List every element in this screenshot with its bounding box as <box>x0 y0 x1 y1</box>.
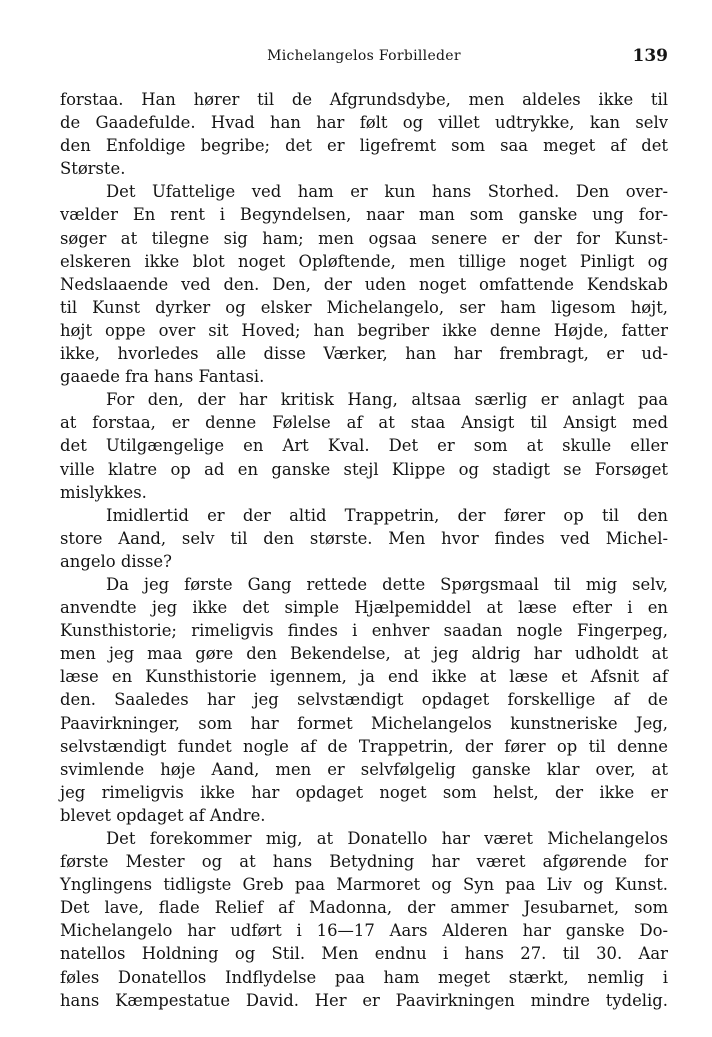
text-line: føles Donatellos Indflydelse paa ham meget stærkt, nemlig i <box>60 967 668 987</box>
text-line: Kunsthistorie; rimeligvis findes i enhver saadan nogle Fingerpeg, <box>60 621 668 641</box>
text-line: Nedslaaende ved den. Den, der uden noget omfattende Kendskab <box>60 274 668 294</box>
text-line: mislykkes. <box>60 482 147 502</box>
text-line: Det Ufattelige ved ham er kun hans Storhed. Den over- <box>106 182 668 202</box>
text-line: vælder En rent i Begyndelsen, naar man som ganske ung for- <box>60 205 668 225</box>
text-line: elskeren ikke blot noget Opløftende, men tillige noget Pinligt og <box>60 251 668 271</box>
text-line: Paavirkninger, som har formet Michelangelos kunstneriske Jeg, <box>60 713 668 733</box>
text-line: men jeg maa gøre den Bekendelse, at jeg aldrig har udholdt at <box>60 644 668 664</box>
text-line: gaaede fra hans Fantasi. <box>60 367 265 387</box>
text-line: den Enfoldige begribe; det er ligefremt som saa meget af det <box>60 136 668 156</box>
text-line: at forstaa, er denne Følelse af at staa Ansigt til Ansigt med <box>60 413 668 433</box>
text-line: Det forekommer mig, at Donatello har været Michelangelos <box>106 829 668 848</box>
text-line: hans Kæmpestatue David. Her er Paavirkningen mindre tydelig. <box>60 990 668 1010</box>
text-line: natellos Holdning og Stil. Men endnu i hans 27. til 30. Aar <box>60 944 668 964</box>
text-line: Største. <box>60 159 126 179</box>
page-number: 139 <box>632 46 668 66</box>
text-line: svimlende høje Aand, men er selvfølgelig ganske klar over, at <box>60 759 668 779</box>
text-line: store Aand, selv til den største. Men hvor findes ved Michel- <box>60 528 668 548</box>
text-line: anvendte jeg ikke det simple Hjælpemiddel at læse efter i en <box>60 598 668 618</box>
text-line: til Kunst dyrker og elsker Michelangelo, ser ham ligesom højt, <box>60 297 668 317</box>
body-text <box>60 88 668 1012</box>
text-line: det Utilgængelige en Art Kval. Det er som at skulle eller <box>60 436 668 456</box>
text-line: forstaa. Han hører til de Afgrundsdybe, men aldeles ikke til <box>60 90 668 109</box>
text-line: første Mester og at hans Betydning har været afgørende for <box>60 852 668 872</box>
text-line: For den, der har kritisk Hang, altsaa særlig er anlagt paa <box>106 390 668 410</box>
text-line: den. Saaledes har jeg selvstændigt opdaget forskellige af de <box>60 690 668 710</box>
text-line: Da jeg første Gang rettede dette Spørgsmaal til mig selv, <box>106 574 668 594</box>
text-line: jeg rimeligvis ikke har opdaget noget som helst, der ikke er <box>60 782 668 802</box>
text-line: Ynglingens tidligste Greb paa Marmoret og Syn paa Liv og Kunst. <box>60 875 668 895</box>
text-line: Michelangelo har udført i 16—17 Aars Alderen har ganske Do- <box>60 921 668 941</box>
text-line: ikke, hvorledes alle disse Værker, han har frembragt, er ud- <box>60 344 668 364</box>
text-line: søger at tilegne sig ham; men ogsaa senere er der for Kunst- <box>60 228 668 248</box>
text-line: de Gaadefulde. Hvad han har følt og villet udtrykke, kan selv <box>60 113 668 133</box>
text-line: selvstændigt fundet nogle af de Trappetrin, der fører op til denne <box>60 736 668 756</box>
text-line: blevet opdaget af Andre. <box>60 805 266 825</box>
running-title: Michelangelos Forbilleder <box>267 48 461 64</box>
text-line: højt oppe over sit Hoved; han begriber ikke denne Højde, fatter <box>60 320 668 340</box>
text-line: angelo disse? <box>60 551 172 571</box>
text-line: læse en Kunsthistorie igennem, ja end ikke at læse et Afsnit af <box>60 667 668 687</box>
running-header <box>60 48 668 72</box>
text-line: Det lave, flade Relief af Madonna, der ammer Jesubarnet, som <box>60 898 668 918</box>
text-line: ville klatre op ad en ganske stejl Klippe og stadigt se Forsøget <box>60 459 668 479</box>
text-line: Imidlertid er der altid Trappetrin, der fører op til den <box>106 505 668 525</box>
